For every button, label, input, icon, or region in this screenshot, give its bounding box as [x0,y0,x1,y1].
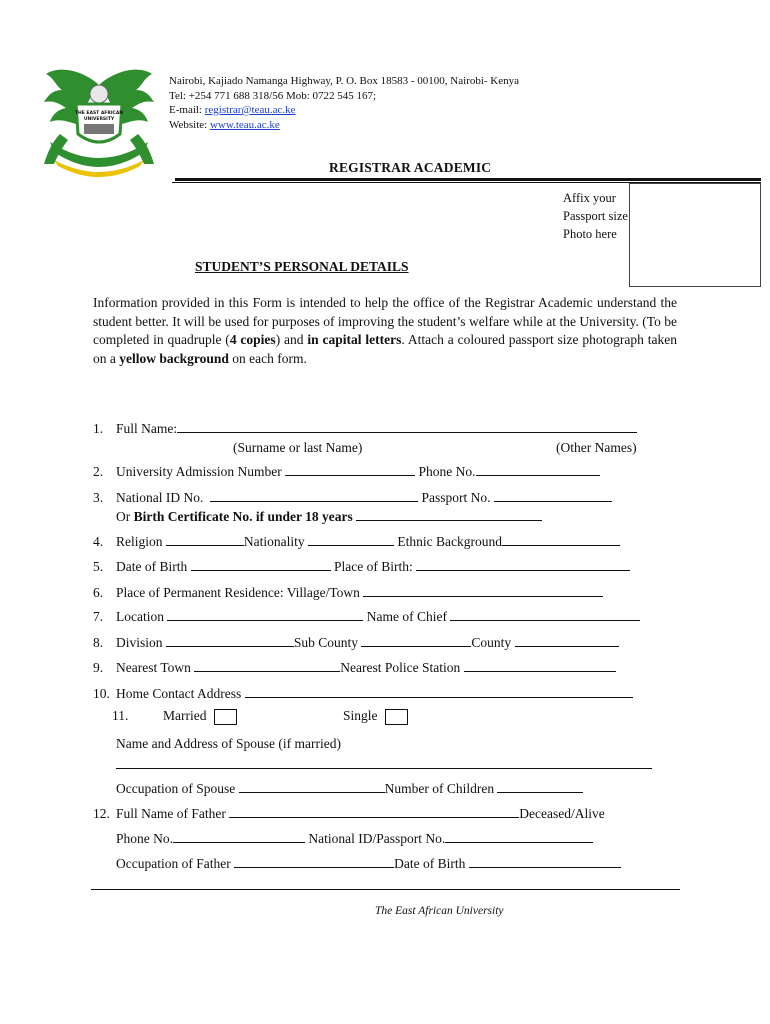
passport-input[interactable] [494,489,612,502]
religion-input[interactable] [166,533,244,546]
photo-instructions [563,189,628,243]
field-residence [93,584,603,601]
spouse-occ-input[interactable] [239,780,385,793]
intro-paragraph [93,294,677,368]
father-dob-label: Date of Birth [394,856,466,871]
intro-text-3: . Attach a coloured passport size photograph taken on a [93,332,678,366]
admission-label: University Admission Number [116,464,282,479]
location-input[interactable] [167,608,363,621]
item-number: 2. [93,464,104,479]
children-label: Number of Children [384,781,495,796]
police-input[interactable] [464,659,616,672]
father-id-label: National ID/Passport No. [308,831,446,846]
marital-single [343,708,408,725]
field-location [93,608,640,625]
university-crest-icon [40,64,158,178]
section-title: STUDENT’S PERSONAL DETAILS [195,259,409,274]
married-checkbox[interactable] [214,709,237,725]
birth-or: Or [116,509,134,524]
chief-label: Name of Chief [366,609,447,624]
town-input[interactable] [194,659,340,672]
photo-line-1: Affix your [563,191,616,205]
children-input[interactable] [497,780,583,793]
residence-label: Place of Permanent Residence: Village/Town [116,585,360,600]
website-line [169,118,519,133]
item-number: 5. [93,559,104,574]
surname-hint: (Surname or last Name) [233,440,363,455]
father-occ-input[interactable] [234,855,394,868]
birth-cert-input[interactable] [356,508,542,521]
birth-cert-label: Birth Certificate No. if under 18 years [133,509,353,524]
father-label: Full Name of Father [116,806,226,821]
father-input[interactable] [229,805,519,818]
spouse-occ-label: Occupation of Spouse [116,781,236,796]
intro-bold-capitals: in capital letters [307,332,402,347]
spouse-input[interactable] [116,768,652,769]
header-rule-thick [175,178,761,181]
item-number: 9. [93,660,104,675]
field-admission [93,463,600,480]
religion-label: Religion [116,534,163,549]
intro-text-1: Information provided in this Form is intended to help the office of the Registrar Academic understand the student better. It will be used for purposes of improving the student’s welfare while at the University. (To be completed in quadruple ( [93,295,677,347]
father-phone-input[interactable] [173,830,305,843]
email-line [169,103,519,118]
website-label: Website: [169,118,210,131]
married-label: Married [163,708,207,723]
intro-bold-background: yellow background [119,350,229,366]
photo-line-2: Passport size [563,209,628,223]
field-division [93,634,619,651]
field-nearest-town [93,659,616,676]
intro-text-2: ) and [275,332,308,347]
photo-line-3: Photo here [563,227,617,241]
location-label: Location [116,609,164,624]
father-dob-input[interactable] [469,855,621,868]
dob-input[interactable] [191,558,331,571]
crest-text-1: THE EAST AFRICAN [74,111,124,116]
county-label: County [471,635,512,650]
field-father-name [93,805,605,822]
home-address-input[interactable] [245,685,633,698]
marital-married [163,708,237,725]
field-national-id [93,489,612,506]
intro-text-4: on each form. [228,350,307,366]
item-number: 10. [93,686,110,701]
nationality-label: Nationality [243,534,305,549]
division-input[interactable] [166,634,294,647]
admission-input[interactable] [285,463,415,476]
field-spouse-occupation [116,780,583,797]
address-line: Nairobi, Kajiado Namanga Highway, P. O. Box 18583 - 00100, Nairobi- Kenya [169,75,519,87]
police-label: Nearest Police Station [340,660,461,675]
other-names-hint: (Other Names) [556,440,637,455]
item-number: 3. [93,490,104,505]
father-id-input[interactable] [445,830,593,843]
item-number-11: 11. [112,708,129,723]
item-number: 4. [93,534,104,549]
national-id-label: National ID No. [116,490,204,505]
county-input[interactable] [515,634,619,647]
item-number: 6. [93,585,104,600]
item-number: 12. [93,806,110,821]
item-number: 8. [93,635,104,650]
field-dob [93,558,630,575]
passport-photo-box [629,183,761,287]
chief-input[interactable] [450,608,640,621]
subcounty-label: Sub County [293,635,359,650]
deceased-alive-label: Deceased/Alive [519,806,605,821]
email-link[interactable]: registrar@teau.ac.ke [204,104,296,116]
subcounty-input[interactable] [361,634,471,647]
phone-label: Phone No. [418,464,476,479]
home-address-label: Home Contact Address [116,686,242,701]
crest-text-2: UNIVERSITY [83,117,115,122]
single-label: Single [343,708,378,723]
passport-label: Passport No. [421,490,491,505]
ethnic-label: Ethnic Background [397,534,502,549]
ethnic-input[interactable] [502,533,620,546]
field-birth-cert [116,508,542,525]
dob-label: Date of Birth [116,559,188,574]
pob-label: Place of Birth: [333,559,413,574]
footer-rule [91,889,680,890]
field-father-occupation [116,855,621,872]
division-label: Division [116,635,163,650]
phone-input[interactable] [476,463,600,476]
intro-bold-copies: 4 copies [229,332,276,347]
national-id-input[interactable] [210,489,418,502]
field-home-address [93,685,633,702]
field-father-phone [116,830,593,847]
letterhead [169,74,519,132]
email-label: E-mail: [169,104,205,116]
father-phone-label: Phone No. [116,831,173,846]
spouse-label: Name and Address of Spouse (if married) [116,736,341,751]
town-label: Nearest Town [116,660,191,675]
field-full-name [93,420,637,437]
single-checkbox[interactable] [385,709,408,725]
residence-input[interactable] [363,584,603,597]
field-religion [93,533,620,550]
full-name-input[interactable] [177,420,637,433]
website-link[interactable]: www.teau.ac.ke [209,118,280,131]
item-number: 7. [93,609,104,624]
pob-input[interactable] [416,558,630,571]
tel-line: Tel: +254 771 688 318/56 Mob: 0722 545 167; [169,89,377,102]
footer-text: The East African University [375,905,504,917]
full-name-label: Full Name: [116,421,178,436]
office-title: REGISTRAR ACADEMIC [329,160,492,175]
nationality-input[interactable] [308,533,394,546]
father-occ-label: Occupation of Father [116,856,231,871]
item-number: 1. [93,421,104,436]
